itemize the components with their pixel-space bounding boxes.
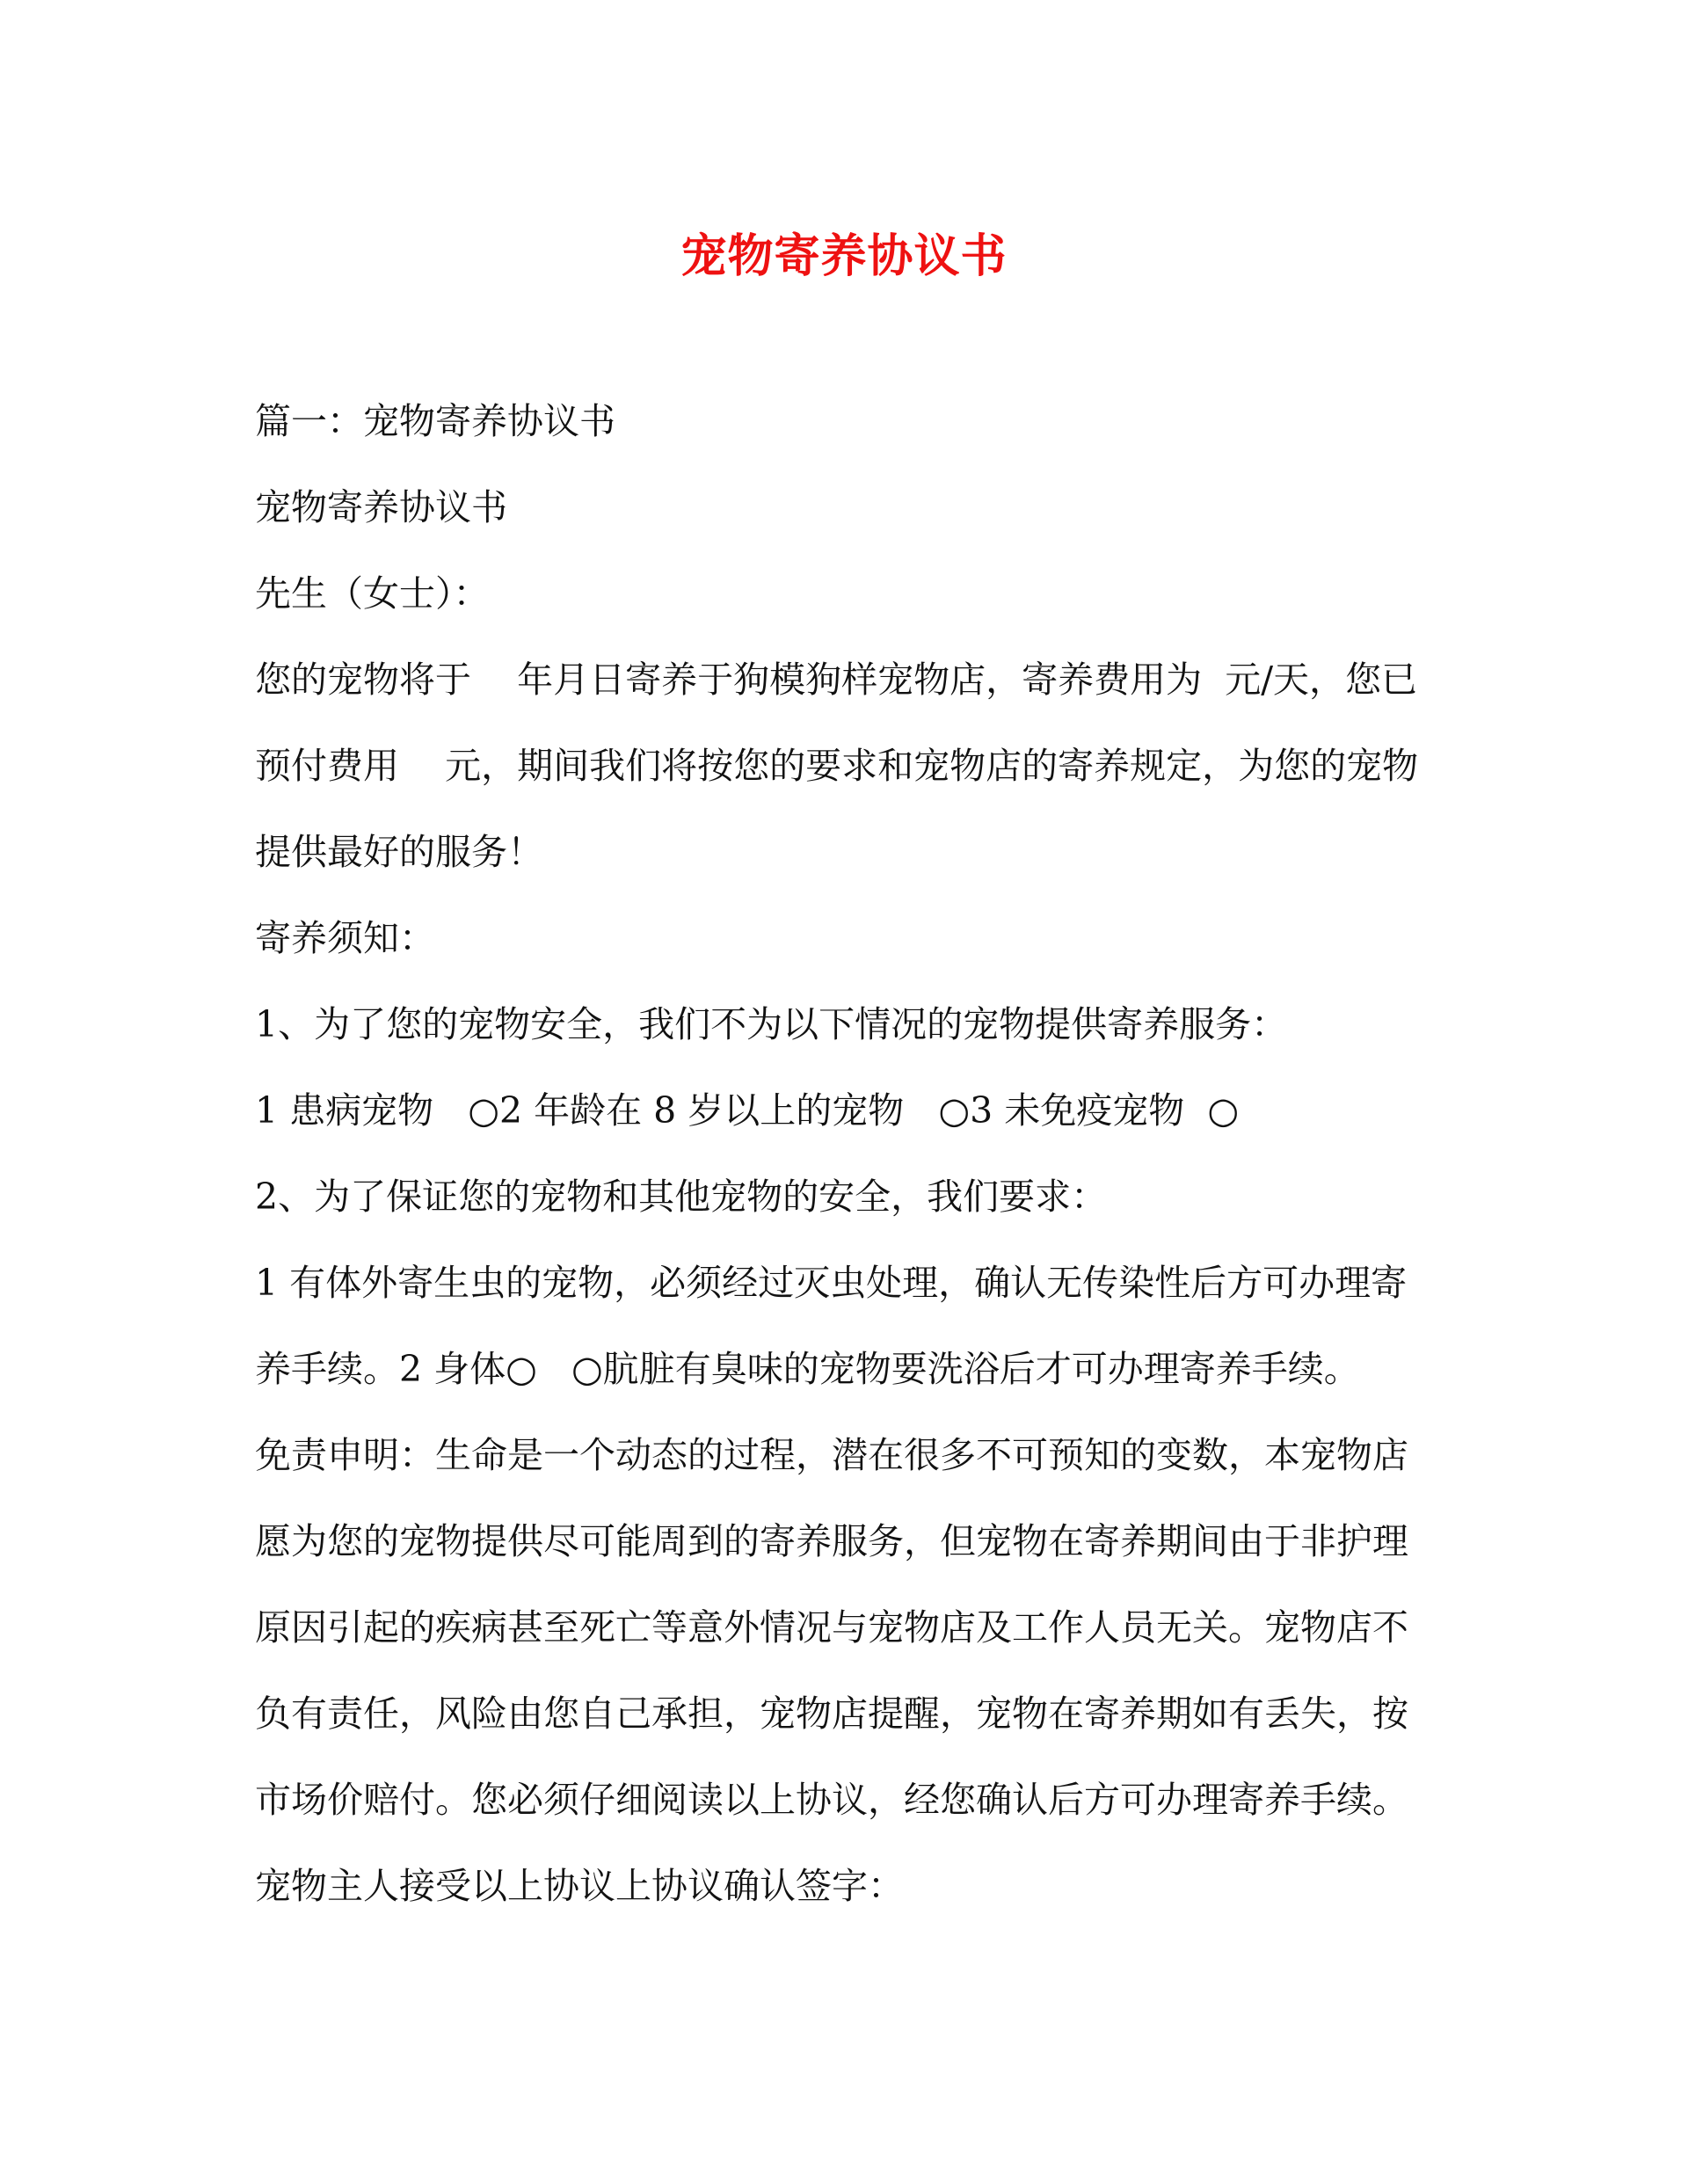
document-title: 宠物寄养协议书 — [680, 229, 1008, 283]
paragraph-intro: 您的宠物将于 年月日寄养于狗模狗样宠物店，寄养费用为 元/天，您已预付费用 元，期间我们将按您的要求和宠物店的寄养规定，为您的宠物提供最好的服务！ — [255, 659, 1419, 873]
document-body — [255, 378, 1433, 1929]
paragraph-rule-2: 2、为了保证您的宠物和其他宠物的安全，我们要求： — [255, 1176, 1108, 1218]
paragraph-salutation: 先生（女士）： — [255, 572, 490, 615]
paragraph-disclaimer: 免责申明：生命是一个动态的过程，潜在很多不可预知的变数，本宠物店愿为您的宠物提供尽可能周到的寄养服务，但宠物在寄养期间由于非护理原因引起的疾病甚至死亡等意外情况与宠物店及工作人员无关。宠物店不负有责任，风险由您自己承担，宠物店提醒，宠物在寄养期如有丢失，按市场价赔付。您必须仔细阅读以上协议，经您确认后方可办理寄养手续。 宠物主人接受以上协议上协议确认签字： — [255, 1434, 1421, 1907]
paragraph-notice-heading: 寄养须知： — [255, 917, 435, 959]
paragraph-section-heading: 篇一：宠物寄养协议书 — [255, 400, 615, 442]
paragraph-rule-2-items: 1 有体外寄生虫的宠物，必须经过灭虫处理，确认无传染性后方可办理寄养手续。2 身体○ ○肮脏有臭味的宠物要洗浴后才可办理寄养手续。 — [255, 1262, 1408, 1390]
paragraph-rule-1-items: 1 患病宠物 ○2 年龄在 8 岁以上的宠物 ○3 未免疫宠物 ○ — [255, 1089, 1240, 1132]
paragraph-agreement-title: 宠物寄养协议书 — [255, 486, 507, 528]
paragraph-rule-1: 1、为了您的宠物安全，我们不为以下情况的宠物提供寄养服务： — [255, 1003, 1288, 1045]
